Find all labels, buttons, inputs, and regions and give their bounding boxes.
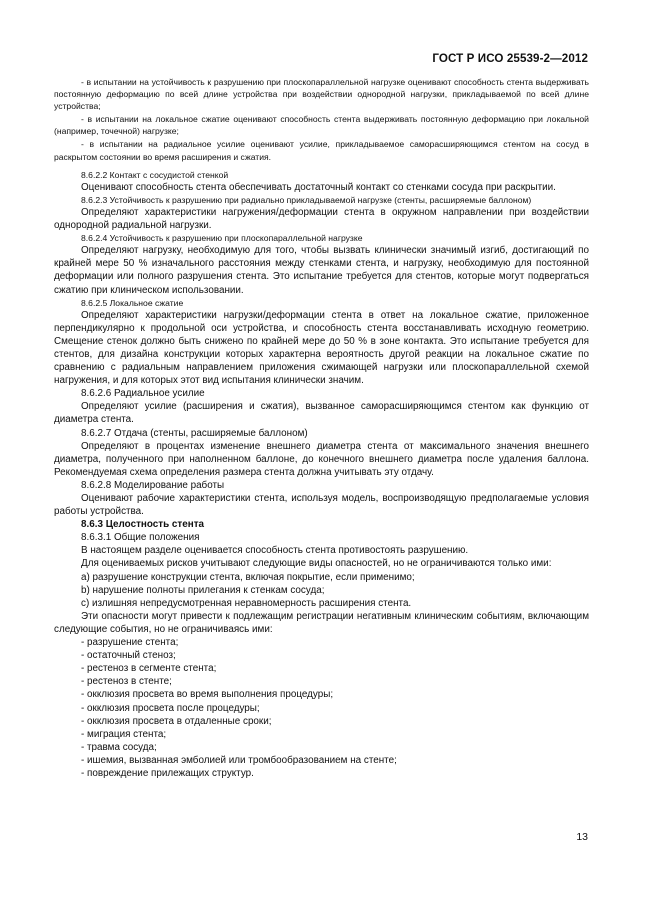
event-item: - повреждение прилежащих структур.: [81, 767, 254, 779]
event-item: - окклюзия просвета в отдаленные сроки;: [81, 715, 272, 727]
event-item: - рестеноз в стенте;: [81, 676, 172, 688]
section-heading: 8.6.2.4 Устойчивость к разрушению при плоскопараллельной нагрузке: [81, 233, 363, 244]
intro-list-item: - в испытании на устойчивость к разрушению при плоскопараллельной нагрузке оценивают способность стента выдерживать постоянную деформацию по всей длине устройства при воздействии однородной нагрузки, прикладываемой по всей длине устройства;: [54, 77, 589, 112]
event-item: - миграция стента;: [81, 728, 167, 740]
event-item: - окклюзия просвета во время выполнения процедуры;: [81, 689, 334, 701]
event-item: - ишемия, вызванная эмболией или тромбообразованием на стенте;: [81, 754, 397, 766]
intro-list-item: - в испытании на радиальное усилие оценивают усилие, прикладываемое саморасширяющимся стентом на сосуд в раскрытом состоянии во время расширения и сжатия.: [54, 139, 589, 162]
integrity-paragraph: В настоящем разделе оценивается способность стента противостоять разрушению.: [81, 545, 469, 557]
section-heading: 8.6.2.2 Контакт с сосудистой стенкой: [81, 169, 229, 180]
standard-header: ГОСТ Р ИСО 25539-2—2012: [432, 52, 588, 65]
event-item: - травма сосуда;: [81, 741, 157, 753]
integrity-subheading: 8.6.3.1 Общие положения: [81, 532, 200, 544]
section-heading: 8.6.2.5 Локальное сжатие: [81, 297, 184, 308]
event-item: - окклюзия просвета после процедуры;: [81, 702, 260, 714]
section-text: Оценивают способность стента обеспечивать достаточный контакт со стенками сосуда при раскрытии.: [81, 181, 556, 193]
hazard-item: а) разрушение конструкции стента, включая покрытие, если применимо;: [81, 571, 415, 583]
event-item: - остаточный стеноз;: [81, 650, 176, 662]
intro-list-item: - в испытании на локальное сжатие оценивают способность стента выдерживать постоянную деформацию при локальной (например, точечной) нагрузке;: [54, 114, 589, 137]
section-text: Определяют в процентах изменение внешнего диаметра стента от максимального значения внешнего диаметра, полученного при наполненном баллоне, до конечного внешнего диаметра после удаления баллона. Рекомендуемая схема определения размера стента должна учитывать эту отдачу.: [54, 440, 589, 478]
integrity-heading: 8.6.3 Целостность стента: [81, 519, 205, 531]
section-heading: 8.6.2.3 Устойчивость к разрушению при радиально прикладываемой нагрузке (стенты, расширяемые баллоном): [81, 194, 532, 205]
section-heading: 8.6.2.6 Радиальное усилие: [81, 388, 205, 400]
section-text: Определяют усилие (расширения и сжатия), вызванное саморасширяющимся стентом как функцию от диаметра стента.: [54, 401, 589, 426]
section-text: Определяют характеристики нагружения/деформации стента в окружном направлении при воздействии однородной радиальной нагрузки.: [54, 206, 589, 232]
page-number: 13: [576, 831, 588, 843]
integrity-paragraph: Эти опасности могут привести к подлежащим регистрации негативным клиническим событиям, включающим следующие события, но не ограничиваясь ими:: [54, 610, 589, 635]
page-content: [54, 76, 589, 780]
section-heading: 8.6.2.7 Отдача (стенты, расширяемые баллоном): [81, 427, 308, 439]
hazard-item: b) нарушение полноты прилегания к стенкам сосуда;: [81, 584, 325, 596]
event-item: - рестеноз в сегменте стента;: [81, 663, 217, 675]
event-item: - разрушение стента;: [81, 637, 179, 649]
section-text: Определяют характеристики нагрузки/деформации стента в ответ на локальное сжатие, приложенное перпендикулярно к продольной оси устройства, и способность стента восстанавливать исходную геометрию. Смещение стенок должно быть снижено по крайней мере до 50 % в зоне контакта. Это испытание требуется для стентов, для дизайна конструкции которых характерна вероятность другой реакции на локальное сжатие по сравнению с радиальным направлением приложения сжимающей нагрузки или плоскопараллельной схемой нагружения, и для которых этот вид испытания клинически значим.: [54, 309, 589, 387]
section-heading: 8.6.2.8 Моделирование работы: [81, 479, 225, 491]
section-text: Оценивают рабочие характеристики стента, используя модель, воспроизводящую предполагаемые условия работы устройства.: [54, 493, 589, 518]
hazard-item: c) излишняя непредусмотренная неравномерность расширения стента.: [81, 597, 412, 609]
integrity-paragraph: Для оцениваемых рисков учитывают следующие виды опасностей, но не ограничиваются только ими:: [81, 558, 552, 570]
section-text: Определяют нагрузку, необходимую для того, чтобы вызвать клинически значимый изгиб, достигающий по крайней мере 50 % изначального расстояния между стенками стента, и нагрузку, необходимую для постоянной деформации или полного разрушения стента. Это испытание требуется для стентов, которые могут подвергаться сжатию при клиническом использовании.: [54, 245, 589, 296]
